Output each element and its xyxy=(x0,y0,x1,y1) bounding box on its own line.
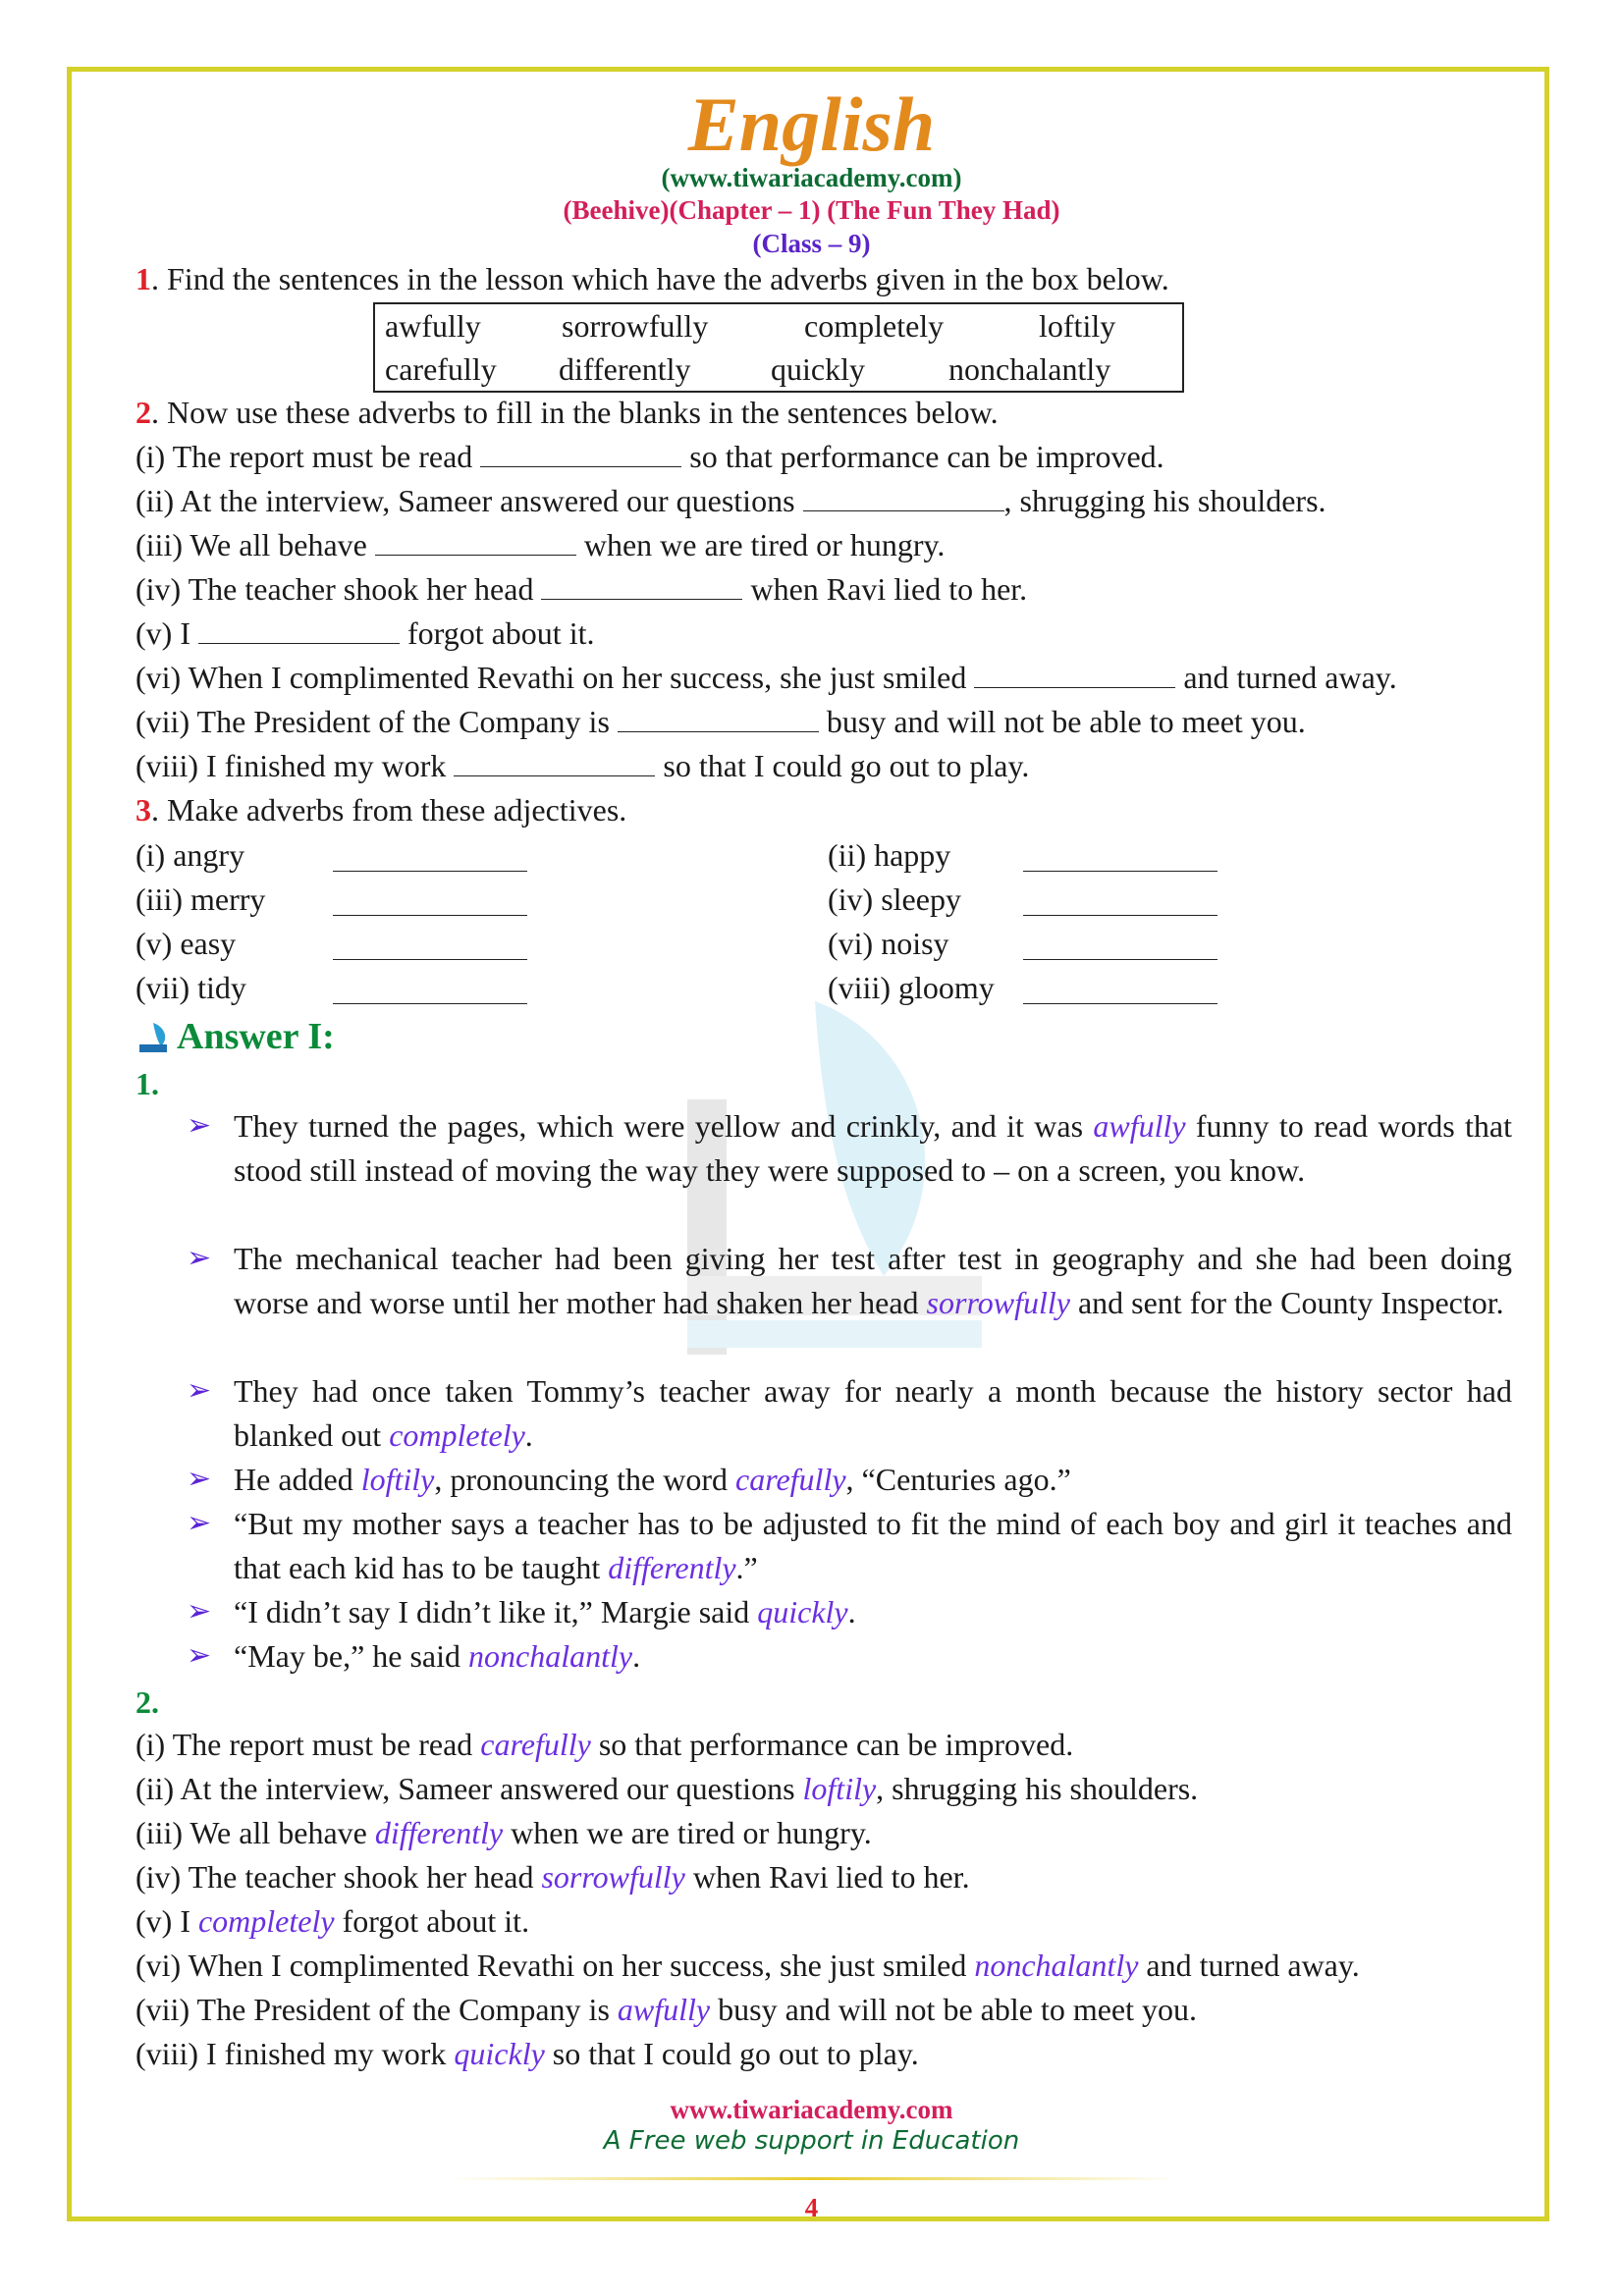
sentence-text: (ii) At the interview, Sameer answered our questions xyxy=(135,1771,803,1806)
fill-blank-item xyxy=(135,700,1306,744)
box-word: quickly xyxy=(771,351,865,387)
adjective-label: (v) easy xyxy=(135,926,237,961)
sentence-text: when we are tired or hungry. xyxy=(503,1815,872,1850)
question-2 xyxy=(135,391,999,435)
site-url: (www.tiwariacademy.com) xyxy=(661,163,962,192)
arrow-bullet-icon: ➢ xyxy=(187,1463,212,1495)
arrow-bullet-icon: ➢ xyxy=(187,1109,212,1142)
item-text-before: (iii) We all behave xyxy=(135,527,375,562)
sentence-text: . xyxy=(847,1594,856,1629)
sentence-text: forgot about it. xyxy=(334,1903,530,1939)
box-word: loftily xyxy=(1039,308,1116,344)
question-text: . Make adverbs from these adjectives. xyxy=(151,792,627,828)
question-number: 2 xyxy=(135,395,151,430)
sentence-text: They had once taken Tommy’s teacher away for nearly a month because the history sector had blanked out xyxy=(234,1373,1512,1453)
blank-line xyxy=(333,1003,527,1004)
sentence-text: . xyxy=(632,1638,641,1674)
footer-divider xyxy=(452,2177,1178,2180)
answer-heading-text: Answer I: xyxy=(177,1016,335,1057)
adverb-highlight: quickly xyxy=(757,1594,848,1629)
adjective-label: (ii) happy xyxy=(828,837,951,873)
adverb-highlight: sorrowfully xyxy=(541,1859,685,1895)
sentence-text: , “Centuries ago.” xyxy=(845,1462,1071,1497)
sentence-text: so that I could go out to play. xyxy=(544,2036,919,2071)
blank-line xyxy=(480,439,681,467)
adverb-highlight: nonchalantly xyxy=(468,1638,633,1674)
sentence-text: busy and will not be able to meet you. xyxy=(710,1992,1198,2027)
sentence-text: (iv) The teacher shook her head xyxy=(135,1859,542,1895)
footer-tagline: A Free web support in Education xyxy=(603,2126,1020,2156)
answer-sentence xyxy=(234,1104,1512,1193)
sentence-text: , shrugging his shoulders. xyxy=(876,1771,1199,1806)
answer-sentence xyxy=(234,1502,1512,1590)
adverb-highlight: completely xyxy=(197,1903,335,1939)
adverb-highlight: nonchalantly xyxy=(974,1948,1139,1983)
adverb-highlight: differently xyxy=(608,1550,736,1585)
answer-sentence xyxy=(234,1634,1512,1679)
blank-line xyxy=(1023,915,1217,916)
box-word: completely xyxy=(804,308,945,344)
arrow-bullet-icon: ➢ xyxy=(187,1242,212,1274)
sentence-text: so that performance can be improved. xyxy=(590,1727,1074,1762)
adverb-highlight: carefully xyxy=(480,1727,591,1762)
answer-fill-item xyxy=(135,1988,1197,2032)
adjective-label: (viii) gloomy xyxy=(828,970,995,1005)
answer-fill-item xyxy=(135,1811,872,1855)
answer-2-number: 2. xyxy=(135,1684,159,1720)
adjective-label: (iv) sleepy xyxy=(828,881,961,917)
answer-fill-item xyxy=(135,1944,1360,1988)
fill-blank-item xyxy=(135,612,594,656)
question-text: . Now use these adverbs to fill in the blanks in the sentences below. xyxy=(151,395,999,430)
answer-sentence xyxy=(234,1590,1512,1634)
blank-line xyxy=(1023,1003,1217,1004)
footer-site: www.tiwariacademy.com xyxy=(670,2095,953,2124)
adjective-label: (vi) noisy xyxy=(828,926,949,961)
answer-fill-item xyxy=(135,1767,1198,1811)
sentence-text: and turned away. xyxy=(1138,1948,1360,1983)
fill-blank-item xyxy=(135,523,945,567)
item-text-after: forgot about it. xyxy=(399,615,595,651)
adjective-label: (vii) tidy xyxy=(135,970,246,1005)
sentence-text: (i) The report must be read xyxy=(135,1727,481,1762)
sentence-text: (v) I xyxy=(135,1903,198,1939)
box-word: awfully xyxy=(385,308,481,344)
box-word: sorrowfully xyxy=(562,308,709,344)
box-word: carefully xyxy=(385,351,497,387)
sentence-text: and sent for the County Inspector. xyxy=(1069,1285,1504,1320)
item-text-after: and turned away. xyxy=(1175,660,1397,695)
item-text-before: (vii) The President of the Company is xyxy=(135,704,618,739)
blank-line xyxy=(618,704,819,732)
sentence-text: funny to read words that stood still instead of moving the way they were supposed to – on a screen, you know. xyxy=(234,1108,1513,1188)
question-number: 1 xyxy=(135,261,151,296)
sentence-text: “But my mother says a teacher has to be adjusted to fit the mind of each boy and girl it teaches and that each kid has to be taught xyxy=(234,1506,1512,1585)
blank-line xyxy=(454,748,655,776)
sentence-text: (vi) When I complimented Revathi on her success, she just smiled xyxy=(135,1948,975,1983)
item-text-after: , shrugging his shoulders. xyxy=(1003,483,1326,518)
item-text-after: when we are tired or hungry. xyxy=(575,527,946,562)
fill-blank-item xyxy=(135,435,1164,479)
item-text-before: (viii) I finished my work xyxy=(135,748,455,783)
item-text-after: when Ravi lied to her. xyxy=(742,571,1028,607)
question-1 xyxy=(135,257,1169,301)
adverb-highlight: loftily xyxy=(360,1462,435,1497)
item-text-before: (v) I xyxy=(135,615,198,651)
blank-line xyxy=(1023,871,1217,872)
page-title: English xyxy=(687,81,936,167)
sentence-text: “May be,” he said xyxy=(234,1638,469,1674)
answer-1-number: 1. xyxy=(135,1066,159,1101)
tiwari-logo-icon xyxy=(135,1021,171,1054)
sentence-text: “I didn’t say I didn’t like it,” Margie said xyxy=(234,1594,758,1629)
sentence-text: The mechanical teacher had been giving her test after test in geography and she had been doing worse and worse until her mother had shaken her head xyxy=(234,1241,1512,1320)
arrow-bullet-icon: ➢ xyxy=(187,1374,212,1407)
answer-fill-item xyxy=(135,1855,970,1899)
adverb-highlight: awfully xyxy=(617,1992,711,2027)
box-word: nonchalantly xyxy=(948,351,1111,387)
blank-line xyxy=(541,571,742,600)
adjective-label: (i) angry xyxy=(135,837,245,873)
page-number: 4 xyxy=(804,2193,819,2222)
adverb-highlight: carefully xyxy=(734,1462,846,1497)
fill-blank-item xyxy=(135,656,1397,700)
question-number: 3 xyxy=(135,792,151,828)
adverb-highlight: awfully xyxy=(1093,1108,1186,1144)
blank-line xyxy=(333,871,527,872)
blank-line xyxy=(1023,959,1217,960)
item-text-before: (i) The report must be read xyxy=(135,439,481,474)
sentence-text: . xyxy=(524,1417,533,1453)
adverb-highlight: differently xyxy=(374,1815,504,1850)
arrow-bullet-icon: ➢ xyxy=(187,1595,212,1628)
item-text-before: (ii) At the interview, Sameer answered our questions xyxy=(135,483,803,518)
adverb-highlight: quickly xyxy=(454,2036,545,2071)
blank-line xyxy=(333,959,527,960)
blank-line xyxy=(974,660,1175,688)
sentence-text: .” xyxy=(735,1550,758,1585)
class-info: (Class – 9) xyxy=(752,229,871,258)
arrow-bullet-icon: ➢ xyxy=(187,1507,212,1539)
answer-fill-item xyxy=(135,2032,919,2076)
item-text-after: so that performance can be improved. xyxy=(681,439,1164,474)
answer-sentence xyxy=(234,1237,1512,1325)
answer-sentence xyxy=(234,1369,1512,1458)
item-text-after: busy and will not be able to meet you. xyxy=(818,704,1306,739)
answer-heading xyxy=(135,1015,335,1058)
sentence-text: , pronouncing the word xyxy=(434,1462,735,1497)
sentence-text: (vii) The President of the Company is xyxy=(135,1992,618,2027)
sentence-text: (iii) We all behave xyxy=(135,1815,375,1850)
blank-line xyxy=(198,615,400,644)
item-text-before: (iv) The teacher shook her head xyxy=(135,571,542,607)
question-text: . Find the sentences in the lesson which have the adverbs given in the box below. xyxy=(151,261,1169,296)
question-3 xyxy=(135,788,626,832)
box-word: differently xyxy=(559,351,691,387)
sentence-text: He added xyxy=(234,1462,361,1497)
fill-blank-item xyxy=(135,744,1029,788)
fill-blank-item xyxy=(135,567,1027,612)
adverb-highlight: loftily xyxy=(802,1771,877,1806)
blank-line xyxy=(803,483,1004,511)
answer-fill-item xyxy=(135,1899,529,1944)
sentence-text: (viii) I finished my work xyxy=(135,2036,455,2071)
chapter-info: (Beehive)(Chapter – 1) (The Fun They Had) xyxy=(563,195,1060,225)
item-text-before: (vi) When I complimented Revathi on her success, she just smiled xyxy=(135,660,975,695)
adverb-box xyxy=(373,302,1184,393)
adjective-label: (iii) merry xyxy=(135,881,266,917)
item-text-after: so that I could go out to play. xyxy=(655,748,1030,783)
sentence-text: They turned the pages, which were yellow and crinkly, and it was xyxy=(234,1108,1094,1144)
blank-line xyxy=(375,527,576,556)
sentence-text: when Ravi lied to her. xyxy=(684,1859,970,1895)
answer-fill-item xyxy=(135,1723,1073,1767)
answer-sentence xyxy=(234,1458,1512,1502)
adverb-highlight: sorrowfully xyxy=(926,1285,1070,1320)
arrow-bullet-icon: ➢ xyxy=(187,1639,212,1672)
blank-line xyxy=(333,915,527,916)
fill-blank-item xyxy=(135,479,1326,523)
adverb-highlight: completely xyxy=(389,1417,525,1453)
